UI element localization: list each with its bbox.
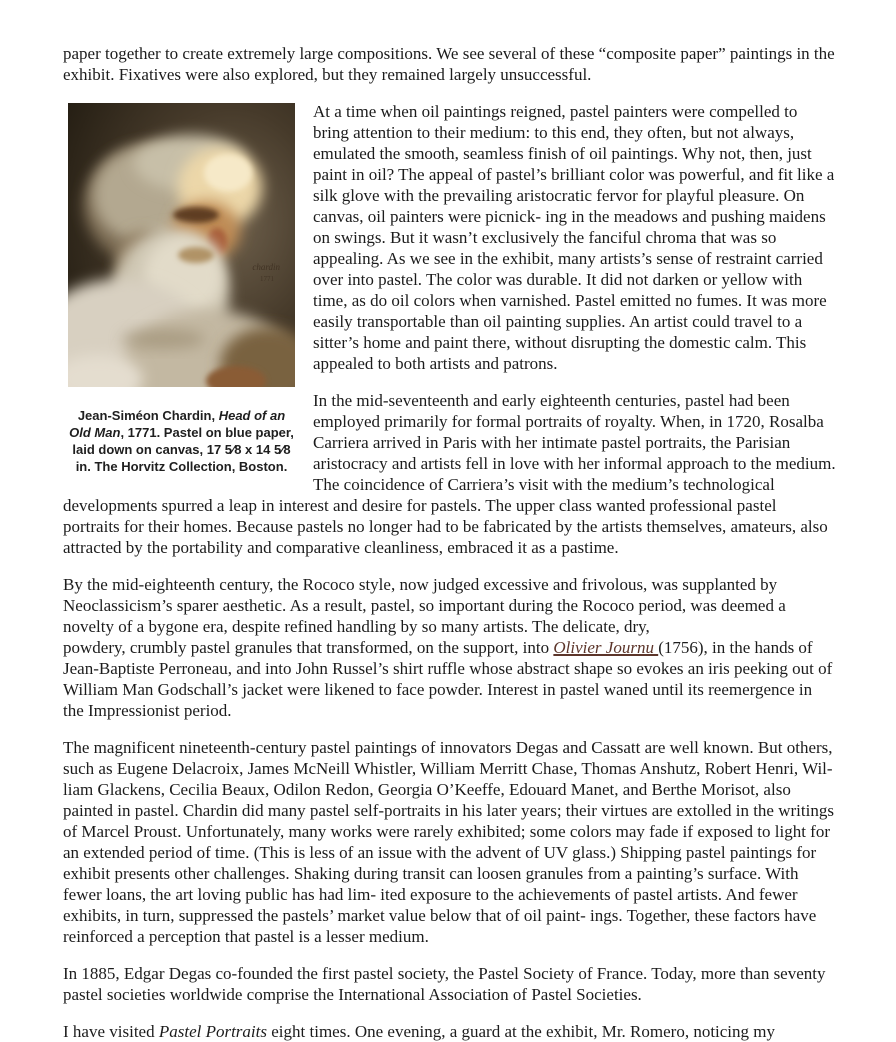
text-run: I have visited xyxy=(63,1022,159,1041)
paragraph-history: In the mid-seventeenth and early eighteenth centuries, pastel had been employed primarily for formal portraits of royalty. When, in 1720, Rosalba Carriera arrived in Paris with her intimate pastel portraits, the Parisian aristocracy and artists fell in love with her informal approach to the medium. The coincidence of Carriera’s visit with the medium’s technological developments spurred a leap in interest and desire for pastels. The upper class wanted professional pastel portraits for their homes. Because pastels no longer had to be fabricated by the artists themselves, amateurs, also attracted by the portability and comparative cleanliness, embraced it as a pastime. xyxy=(63,391,836,557)
text-run: Pastel Portraits xyxy=(158,1022,267,1041)
artist-signature: chardin xyxy=(252,262,280,272)
artwork-caption xyxy=(68,407,295,475)
artwork-figure xyxy=(68,103,295,475)
paragraph-oil-vs-pastel: At a time when oil paintings reigned, pastel painters were compelled to bring attention to their medium: to this end, they often, but not always, emulated the smooth, seamless finish of oil paintings. Why not, then, just paint in oil? The appeal of pastel’s brilliant color was powerful, and fit like a silk glove with the prevailing aristocratic fervor for playful pleasure. On canvas, oil painters were picnick- ing in the meadows and pushing maidens on swings. But it wasn’t exclusively the fanciful chroma that was so appealing. As we see in the exhibit, many artists’s sense of restraint carried over into pastel. The color was durable. It did not darken or yellow with time, as do oil colors when varnished. Pastel emitted no fumes. It was more easily transportable than oil painting supplies. An artist could travel to a sitter’s home and paint there, without disrupting the domestic calm. This appealed to both artists and patrons. xyxy=(313,102,835,373)
paragraph-intro: paper together to create extremely large compositions. We see several of these “composite paper” paintings in the exhibit. Fixatives were also explored, but they remained largely unsuccessful. xyxy=(63,44,835,84)
artwork-image xyxy=(68,103,295,387)
artist-signature-year: 1771 xyxy=(260,275,274,283)
text-run: By the mid-eighteenth century, the Rococo style, now judged excessive and frivolous, was supplanted by Neoclassicism’s sparer aesthetic. As a result, pastel, so important during the Rococo period, was deemed a novelty of a bygone era, despite refined handling by so many artists. The delicate, dry, xyxy=(63,575,786,636)
text-run: (1756), in the hands of Jean-Baptiste Perroneau, and into John Russel’s shirt ruffle whose abstract shape so evokes an iris peeking out of William Man Godschall’s jacket were likened to face powder. Interest in pastel waned until its reemergence in the Impressionist period. xyxy=(63,638,833,720)
paragraph-pastel-societies: In 1885, Edgar Degas co-founded the first pastel society, the Pastel Society of France. Today, more than seventy pastel societies worldwide comprise the International Association of Pastel Societies. xyxy=(63,964,826,1004)
paragraph-rococo xyxy=(63,574,836,721)
text-run: , 1771. Pastel on blue paper, laid down on canvas, 17 5⁄8 x 14 5⁄8 in. The Horvitz Collection, Boston. xyxy=(72,425,294,474)
text-run: Head of an Old Man xyxy=(69,408,286,440)
paragraph-nineteenth-century: The magnificent nineteenth-century pastel paintings of innovators Degas and Cassatt are well known. But others, such as Eugene Delacroix, James McNeill Whistler, William Merritt Chase, Thomas Anshutz, Robert Henri, Wil- liam Glackens, Cecilia Beaux, Odilon Redon, Georgia O’Keeffe, Edouard Manet, and Berthe Morisot, also painted in pastel. Chardin did many pastel self-portraits in his later years; their virtues are extolled in the writings of Marcel Proust. Unfortunately, many works were rarely exhibited; some colors may fade if exposed to light for an extended period of time. (This is less of an issue with the advent of UV glass.) Shipping pastel paintings for exhibit presents other challenges. Shaking during transit can loosen granules from a painting’s surface. With fewer loans, the art loving public has had lim- ited exposure to the achievements of pastel artists. And fewer exhibits, in turn, suppressed the pastels’ market value below that of oil paint- ings. Together, these factors have reinforced a perception that pastel is a lesser medium. xyxy=(63,738,834,946)
text-run: eight times. One evening, a guard at the exhibit, Mr. Romero, noticing my xyxy=(267,1022,776,1041)
olivier-journu-link[interactable]: Olivier Journu xyxy=(553,638,659,657)
text-run: powdery, crumbly pastel granules that transformed, on the support, into xyxy=(63,638,554,657)
text-run: Jean-Siméon Chardin, xyxy=(77,408,219,423)
